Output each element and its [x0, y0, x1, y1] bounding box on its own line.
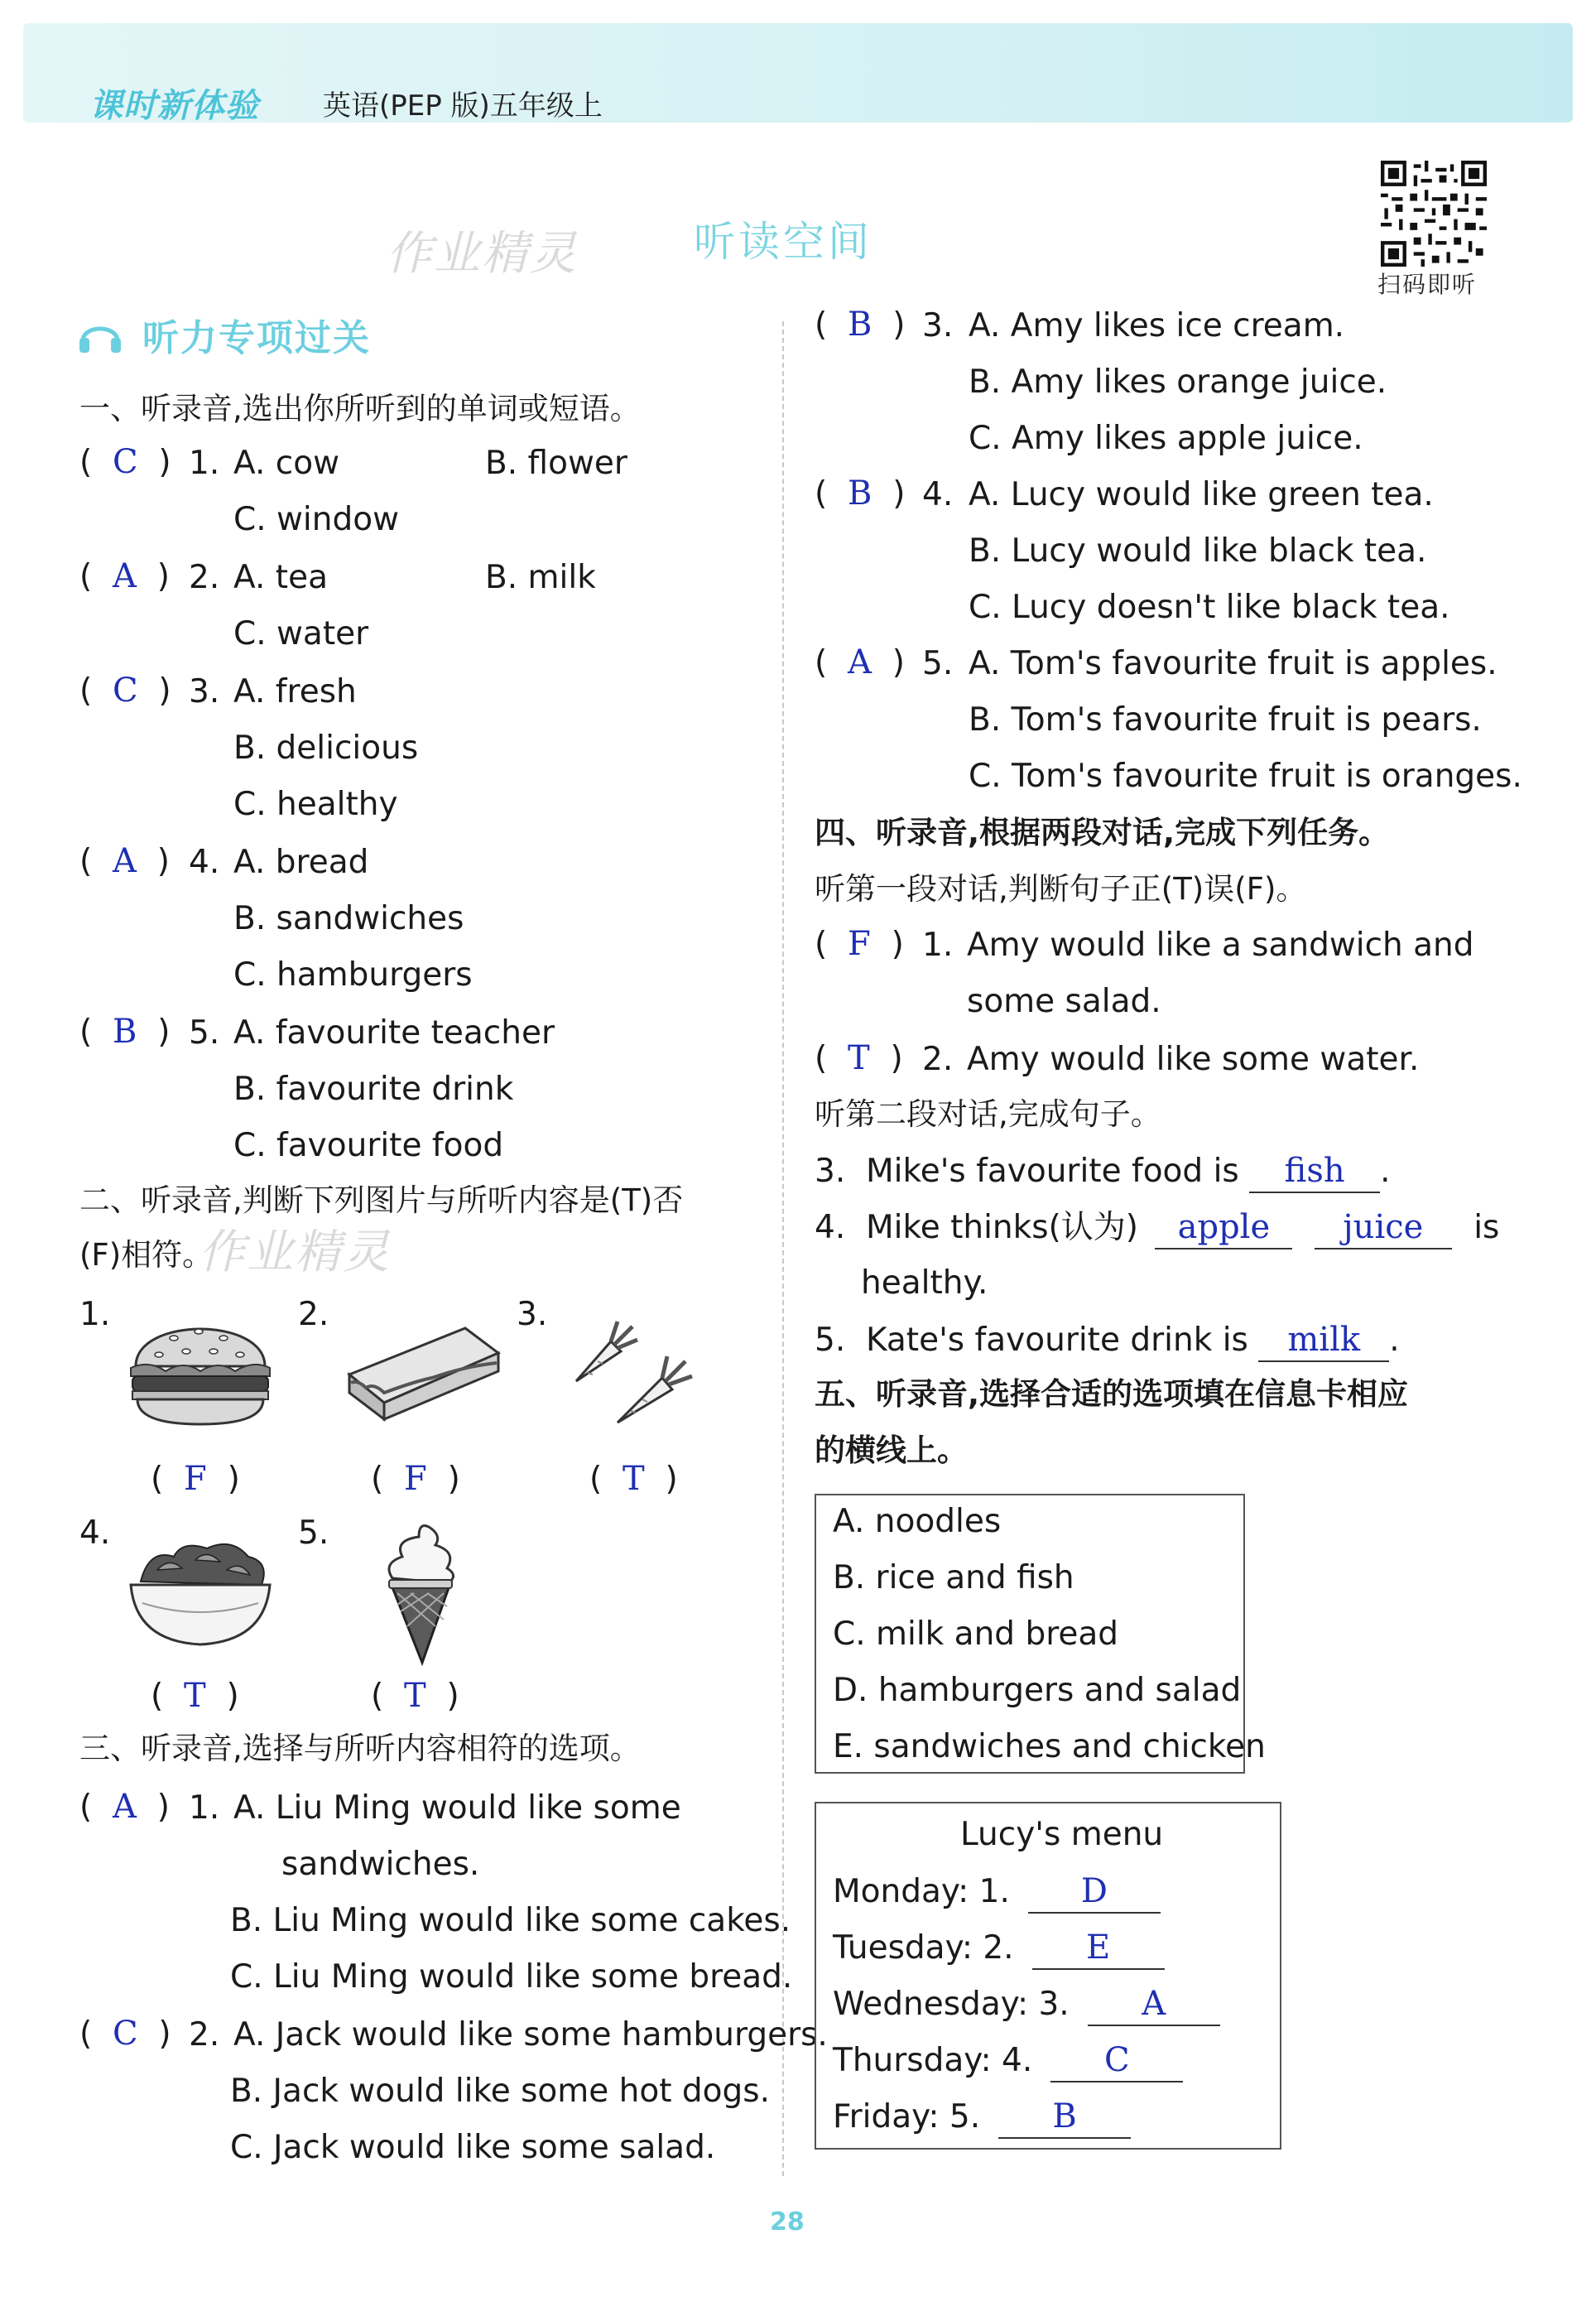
option: A. bread: [233, 844, 369, 881]
menu-day: Wednesday: 3.: [833, 1986, 1070, 2023]
answer: A: [848, 643, 872, 681]
part5-title-line2: 的横线上。: [815, 1432, 968, 1468]
picture-number: 1.: [79, 1296, 111, 1333]
question-text: Mike thinks(认为): [866, 1209, 1138, 1246]
question-number: 3.: [815, 1153, 846, 1190]
question-number: 2.: [189, 559, 220, 596]
page-number: 28: [770, 2208, 805, 2237]
option: C. Jack would like some salad.: [230, 2129, 716, 2166]
answer: F: [184, 1460, 207, 1498]
tf-bracket: ( T ): [589, 1460, 678, 1498]
option: B. Tom's favourite fruit is pears.: [969, 701, 1482, 739]
answer-bracket: ( T ): [815, 1039, 903, 1077]
statement: some salad.: [967, 983, 1161, 1020]
answer-bracket: ( F ): [815, 925, 904, 963]
tf-bracket: ( F ): [151, 1460, 240, 1498]
question-number: 5.: [922, 645, 954, 682]
answer: A: [1142, 1985, 1166, 2023]
answer-bracket: ( A ): [79, 557, 170, 595]
option: A. tea: [233, 559, 328, 596]
option: B. Liu Ming would like some cakes.: [230, 1902, 791, 1939]
option: A. Jack would like some hamburgers.: [233, 2016, 828, 2054]
answer-bracket: ( C ): [79, 2015, 171, 2053]
book-title: 英语(PEP 版)五年级上: [323, 89, 603, 123]
question-number: 4.: [815, 1209, 846, 1246]
option: A. cow: [233, 445, 339, 482]
fill-question: [815, 1320, 1400, 1362]
answer: T: [184, 1677, 206, 1715]
option: B. Lucy would like black tea.: [969, 532, 1427, 570]
question-number: 2.: [189, 2016, 220, 2054]
option: A. noodles: [833, 1503, 1002, 1540]
menu-row: [833, 2097, 1131, 2139]
section-banner: 听读空间: [694, 218, 873, 266]
salad-icon: [124, 1524, 276, 1656]
part4-title: 四、听录音,根据两段对话,完成下列任务。: [815, 815, 1390, 850]
question-text: is: [1473, 1209, 1500, 1246]
option: B. delicious: [233, 729, 419, 767]
fill-blank[interactable]: [1050, 2040, 1183, 2082]
answer: B: [1052, 2097, 1077, 2135]
part3-title: 三、听录音,选择与所听内容相符的选项。: [79, 1731, 641, 1766]
column-divider: [782, 321, 784, 2176]
menu-day: Friday: 5.: [833, 2098, 981, 2135]
menu-day: Tuesday: 2.: [833, 1929, 1014, 1967]
question-text: Mike's favourite food is: [866, 1153, 1239, 1190]
option: C. Liu Ming would like some bread.: [230, 1958, 793, 1996]
picture-number: 2.: [298, 1296, 329, 1333]
statement: Amy would like a sandwich and: [967, 927, 1474, 964]
option: C. milk and bread: [833, 1615, 1119, 1653]
fill-blank[interactable]: [1315, 1207, 1452, 1249]
picture-number: 4.: [79, 1514, 111, 1552]
menu-row: [833, 1928, 1165, 1970]
option: D. hamburgers and salad: [833, 1672, 1242, 1709]
fill-blank[interactable]: [1028, 1871, 1161, 1914]
part5-title: 五、听录音,选择合适的选项填在信息卡相应: [815, 1376, 1409, 1412]
option: E. sandwiches and chicken: [833, 1728, 1266, 1765]
fill-question-line2: healthy.: [861, 1264, 988, 1302]
answer: F: [848, 925, 871, 963]
option: C. Tom's favourite fruit is oranges.: [969, 758, 1522, 795]
sandwich-icon: [341, 1317, 503, 1424]
qr-code-icon[interactable]: [1381, 161, 1487, 267]
brand-logo: 课时新体验: [89, 87, 259, 125]
answer: apple: [1177, 1208, 1271, 1246]
answer: T: [404, 1677, 426, 1715]
question-number: 4.: [189, 844, 220, 881]
option: B. sandwiches: [233, 900, 464, 937]
option: C. Amy likes apple juice.: [969, 420, 1363, 457]
hamburger-icon: [124, 1308, 276, 1432]
answer: C: [1103, 2041, 1130, 2079]
part1-title: 一、听录音,选出你所听到的单词或短语。: [79, 391, 641, 426]
question-number: 5.: [189, 1014, 220, 1052]
menu-title: Lucy's menu: [960, 1816, 1164, 1853]
qr-caption: 扫码即听: [1377, 271, 1478, 298]
answer-bracket: ( C ): [79, 672, 171, 710]
answer-bracket: ( B ): [815, 306, 906, 344]
option: A. Tom's favourite fruit is apples.: [969, 645, 1497, 682]
answer-bracket: ( C ): [79, 443, 171, 481]
answer: E: [1085, 1928, 1111, 1967]
answer: juice: [1343, 1208, 1424, 1246]
ice-cream-icon: [377, 1520, 464, 1666]
option: C. healthy: [233, 786, 398, 823]
question-number: 1.: [189, 445, 220, 482]
option: C. Lucy doesn't like black tea.: [969, 589, 1450, 626]
menu-day: Monday: 1.: [833, 1873, 1010, 1910]
answer: A: [113, 557, 137, 595]
option: C. favourite food: [233, 1127, 504, 1164]
answer: D: [1080, 1872, 1108, 1910]
option: B. favourite drink: [233, 1071, 514, 1108]
fill-question: [815, 1151, 1391, 1193]
fill-blank[interactable]: [1032, 1928, 1165, 1970]
option: B. Jack would like some hot dogs.: [230, 2073, 771, 2110]
answer: C: [113, 443, 138, 481]
question-number: 3.: [922, 307, 954, 344]
option: B. milk: [485, 559, 596, 596]
option: C. water: [233, 615, 369, 652]
option: A. Lucy would like green tea.: [969, 476, 1434, 513]
answer: A: [113, 1788, 137, 1826]
period: .: [1389, 1322, 1400, 1359]
option: A. Liu Ming would like some: [233, 1789, 681, 1827]
answer: B: [113, 1013, 137, 1051]
watermark: 作业精灵: [386, 227, 578, 281]
listening-title: 听力专项过关: [142, 317, 371, 359]
answer: A: [113, 842, 137, 880]
tf-bracket: ( T ): [151, 1677, 239, 1715]
dialogue2-instruction: 听第二段对话,完成句子。: [815, 1096, 1161, 1132]
answer: B: [848, 474, 873, 513]
fill-blank[interactable]: [998, 2097, 1131, 2139]
picture-number: 5.: [298, 1514, 329, 1552]
option: C. window: [233, 501, 399, 538]
answer: T: [623, 1460, 645, 1498]
answer-bracket: ( B ): [79, 1013, 171, 1051]
fill-blank[interactable]: [1088, 1984, 1220, 2026]
option: B. rice and fish: [833, 1559, 1074, 1596]
menu-row: [833, 1871, 1161, 1914]
question-number: 1.: [189, 1789, 220, 1827]
answer-bracket: ( A ): [79, 1788, 170, 1826]
option: A. favourite teacher: [233, 1014, 555, 1052]
answer: fish: [1284, 1152, 1345, 1190]
fill-blank[interactable]: [1249, 1151, 1380, 1193]
carrots-icon: [560, 1302, 709, 1434]
option: C. hamburgers: [233, 956, 473, 994]
part2-title: 二、听录音,判断下列图片与所听内容是(T)否: [79, 1182, 684, 1218]
menu-row: [833, 2040, 1183, 2082]
tf-bracket: ( T ): [371, 1677, 459, 1715]
picture-number: 3.: [517, 1296, 548, 1333]
question-number: 1.: [922, 927, 954, 964]
question-number: 2.: [922, 1041, 954, 1078]
answer: milk: [1287, 1321, 1361, 1359]
statement: Amy would like some water.: [967, 1041, 1420, 1078]
question-number: 5.: [815, 1322, 846, 1359]
fill-blank[interactable]: [1155, 1207, 1292, 1249]
part2-title-line2: (F)相符。: [79, 1237, 214, 1273]
answer: T: [848, 1039, 870, 1077]
answer: F: [404, 1460, 427, 1498]
answer: C: [113, 672, 138, 710]
fill-question: [815, 1207, 1499, 1249]
tf-bracket: ( F ): [371, 1460, 460, 1498]
watermark: 作业精灵: [199, 1225, 391, 1279]
answer: C: [113, 2015, 138, 2053]
question-number: 3.: [189, 673, 220, 710]
answer-bracket: ( B ): [815, 474, 906, 513]
fill-blank[interactable]: [1258, 1320, 1389, 1362]
answer-bracket: ( A ): [79, 842, 170, 880]
answer-bracket: ( A ): [815, 643, 905, 681]
option: A. fresh: [233, 673, 357, 710]
question-text: Kate's favourite drink is: [866, 1322, 1248, 1359]
option: B. Amy likes orange juice.: [969, 364, 1387, 401]
menu-row: [833, 1984, 1220, 2026]
dialogue1-instruction: 听第一段对话,判断句子正(T)误(F)。: [815, 871, 1307, 907]
option: sandwiches.: [281, 1846, 480, 1883]
answer: B: [848, 306, 873, 344]
question-number: 4.: [922, 476, 954, 513]
menu-day: Thursday: 4.: [833, 2042, 1033, 2079]
option: A. Amy likes ice cream.: [969, 307, 1345, 344]
option: B. flower: [485, 445, 627, 482]
period: .: [1380, 1153, 1391, 1190]
